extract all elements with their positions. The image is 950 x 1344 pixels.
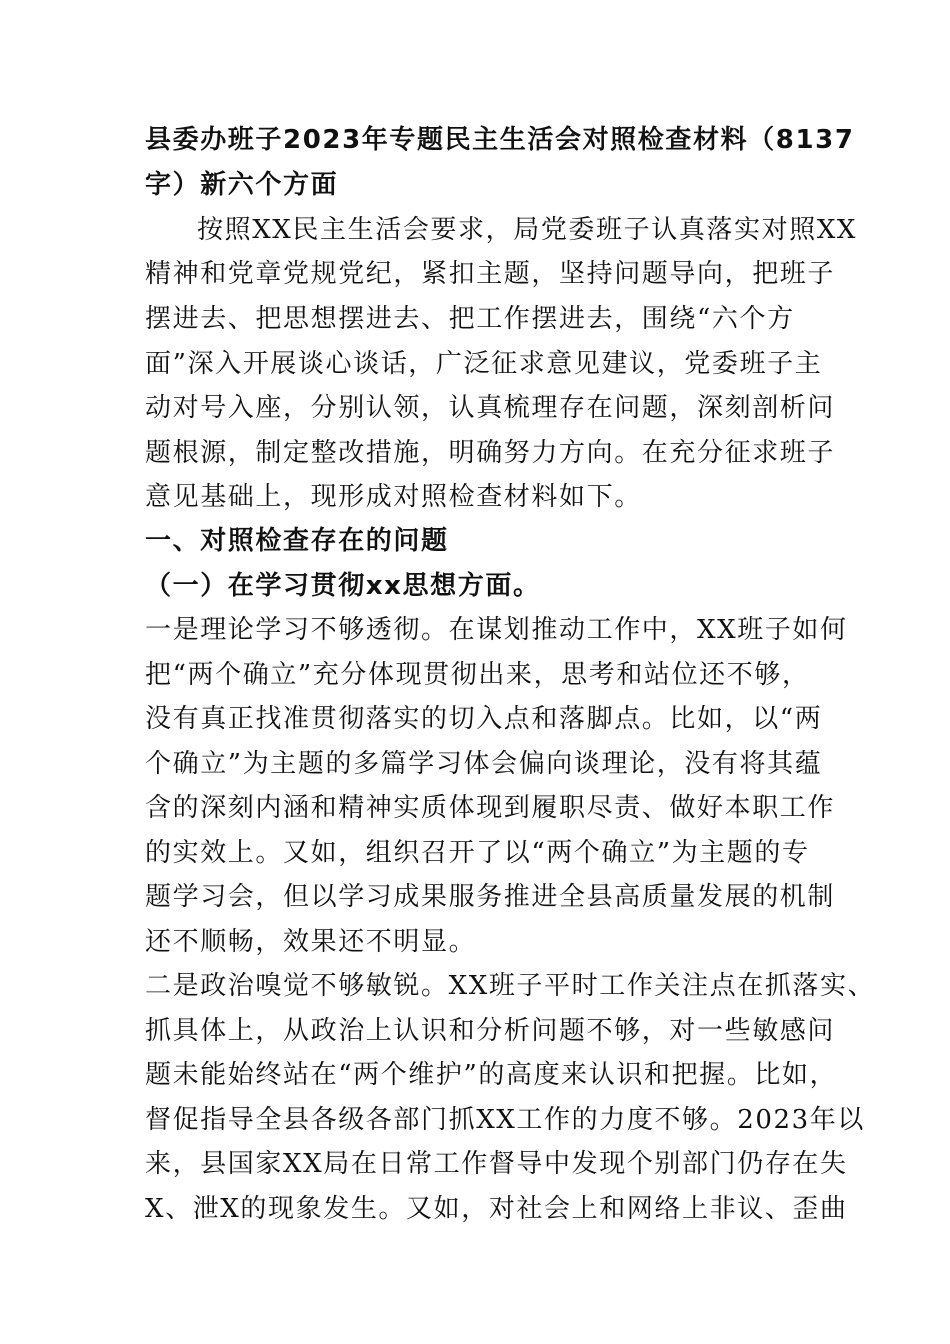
- document-title-line-2: 字）新六个方面: [145, 170, 339, 200]
- para1-line-3: 没有真正找准贯彻落实的切入点和落脚点。比如，以“两: [145, 704, 823, 734]
- para1-line-2: 把“两个确立”充分体现贯彻出来，思考和站位还不够，: [145, 660, 810, 690]
- intro-line-3: 摆进去、把思想摆进去、把工作摆进去，围绕“六个方: [145, 304, 795, 334]
- para2-line-3: 题未能始终站在“两个维护”的高度来认识和把握。比如，: [145, 1060, 838, 1090]
- intro-line-1: 按照XX民主生活会要求，局党委班子认真落实对照XX: [197, 215, 858, 245]
- intro-line-5: 动对号入座，分别认领，认真梳理存在问题，深刻剖析问: [145, 393, 836, 423]
- intro-line-4: 面”深入开展谈心谈话，广泛征求意见建议，党委班子主: [145, 349, 823, 379]
- para2-line-4: 督促指导全县各级各部门抓XX工作的力度不够。2023年以: [145, 1105, 865, 1135]
- para1-line-6: 的实效上。又如，组织召开了以“两个确立”为主题的专: [145, 838, 810, 868]
- para1-line-8: 还不顺畅，效果还不明显。: [145, 927, 477, 957]
- para1-line-4: 个确立”为主题的多篇学习体会偏向谈理论，没有将其蕴: [145, 749, 823, 779]
- document-title-line-1: 县委办班子2023年专题民主生活会对照检查材料（8137: [145, 125, 855, 155]
- subsection-heading: （一）在学习贯彻xx思想方面。: [145, 571, 541, 601]
- para2-line-1: 二是政治嗅觉不够敏锐。XX班子平时工作关注点在抓落实、: [145, 971, 876, 1001]
- para1-line-7: 题学习会，但以学习成果服务推进全县高质量发展的机制: [145, 882, 836, 912]
- para2-line-2: 抓具体上，从政治上认识和分析问题不够，对一些敏感问: [145, 1016, 836, 1046]
- intro-line-6: 题根源，制定整改措施，明确努力方向。在充分征求班子: [145, 438, 836, 468]
- para2-line-6: X、泄X的现象发生。又如，对社会上和网络上非议、歪曲: [145, 1194, 848, 1224]
- para1-line-5: 含的深刻内涵和精神实质体现到履职尽责、做好本职工作: [145, 793, 836, 823]
- intro-line-7: 意见基础上，现形成对照检查材料如下。: [145, 482, 642, 512]
- para1-line-1: 一是理论学习不够透彻。在谋划推动工作中，XX班子如何: [145, 615, 848, 645]
- intro-line-2: 精神和党章党规党纪，紧扣主题，坚持问题导向，把班子: [145, 259, 836, 289]
- section-heading: 一、对照检查存在的问题: [145, 526, 449, 556]
- para2-line-5: 来，县国家XX局在日常工作督导中发现个别部门仍存在失: [145, 1149, 848, 1179]
